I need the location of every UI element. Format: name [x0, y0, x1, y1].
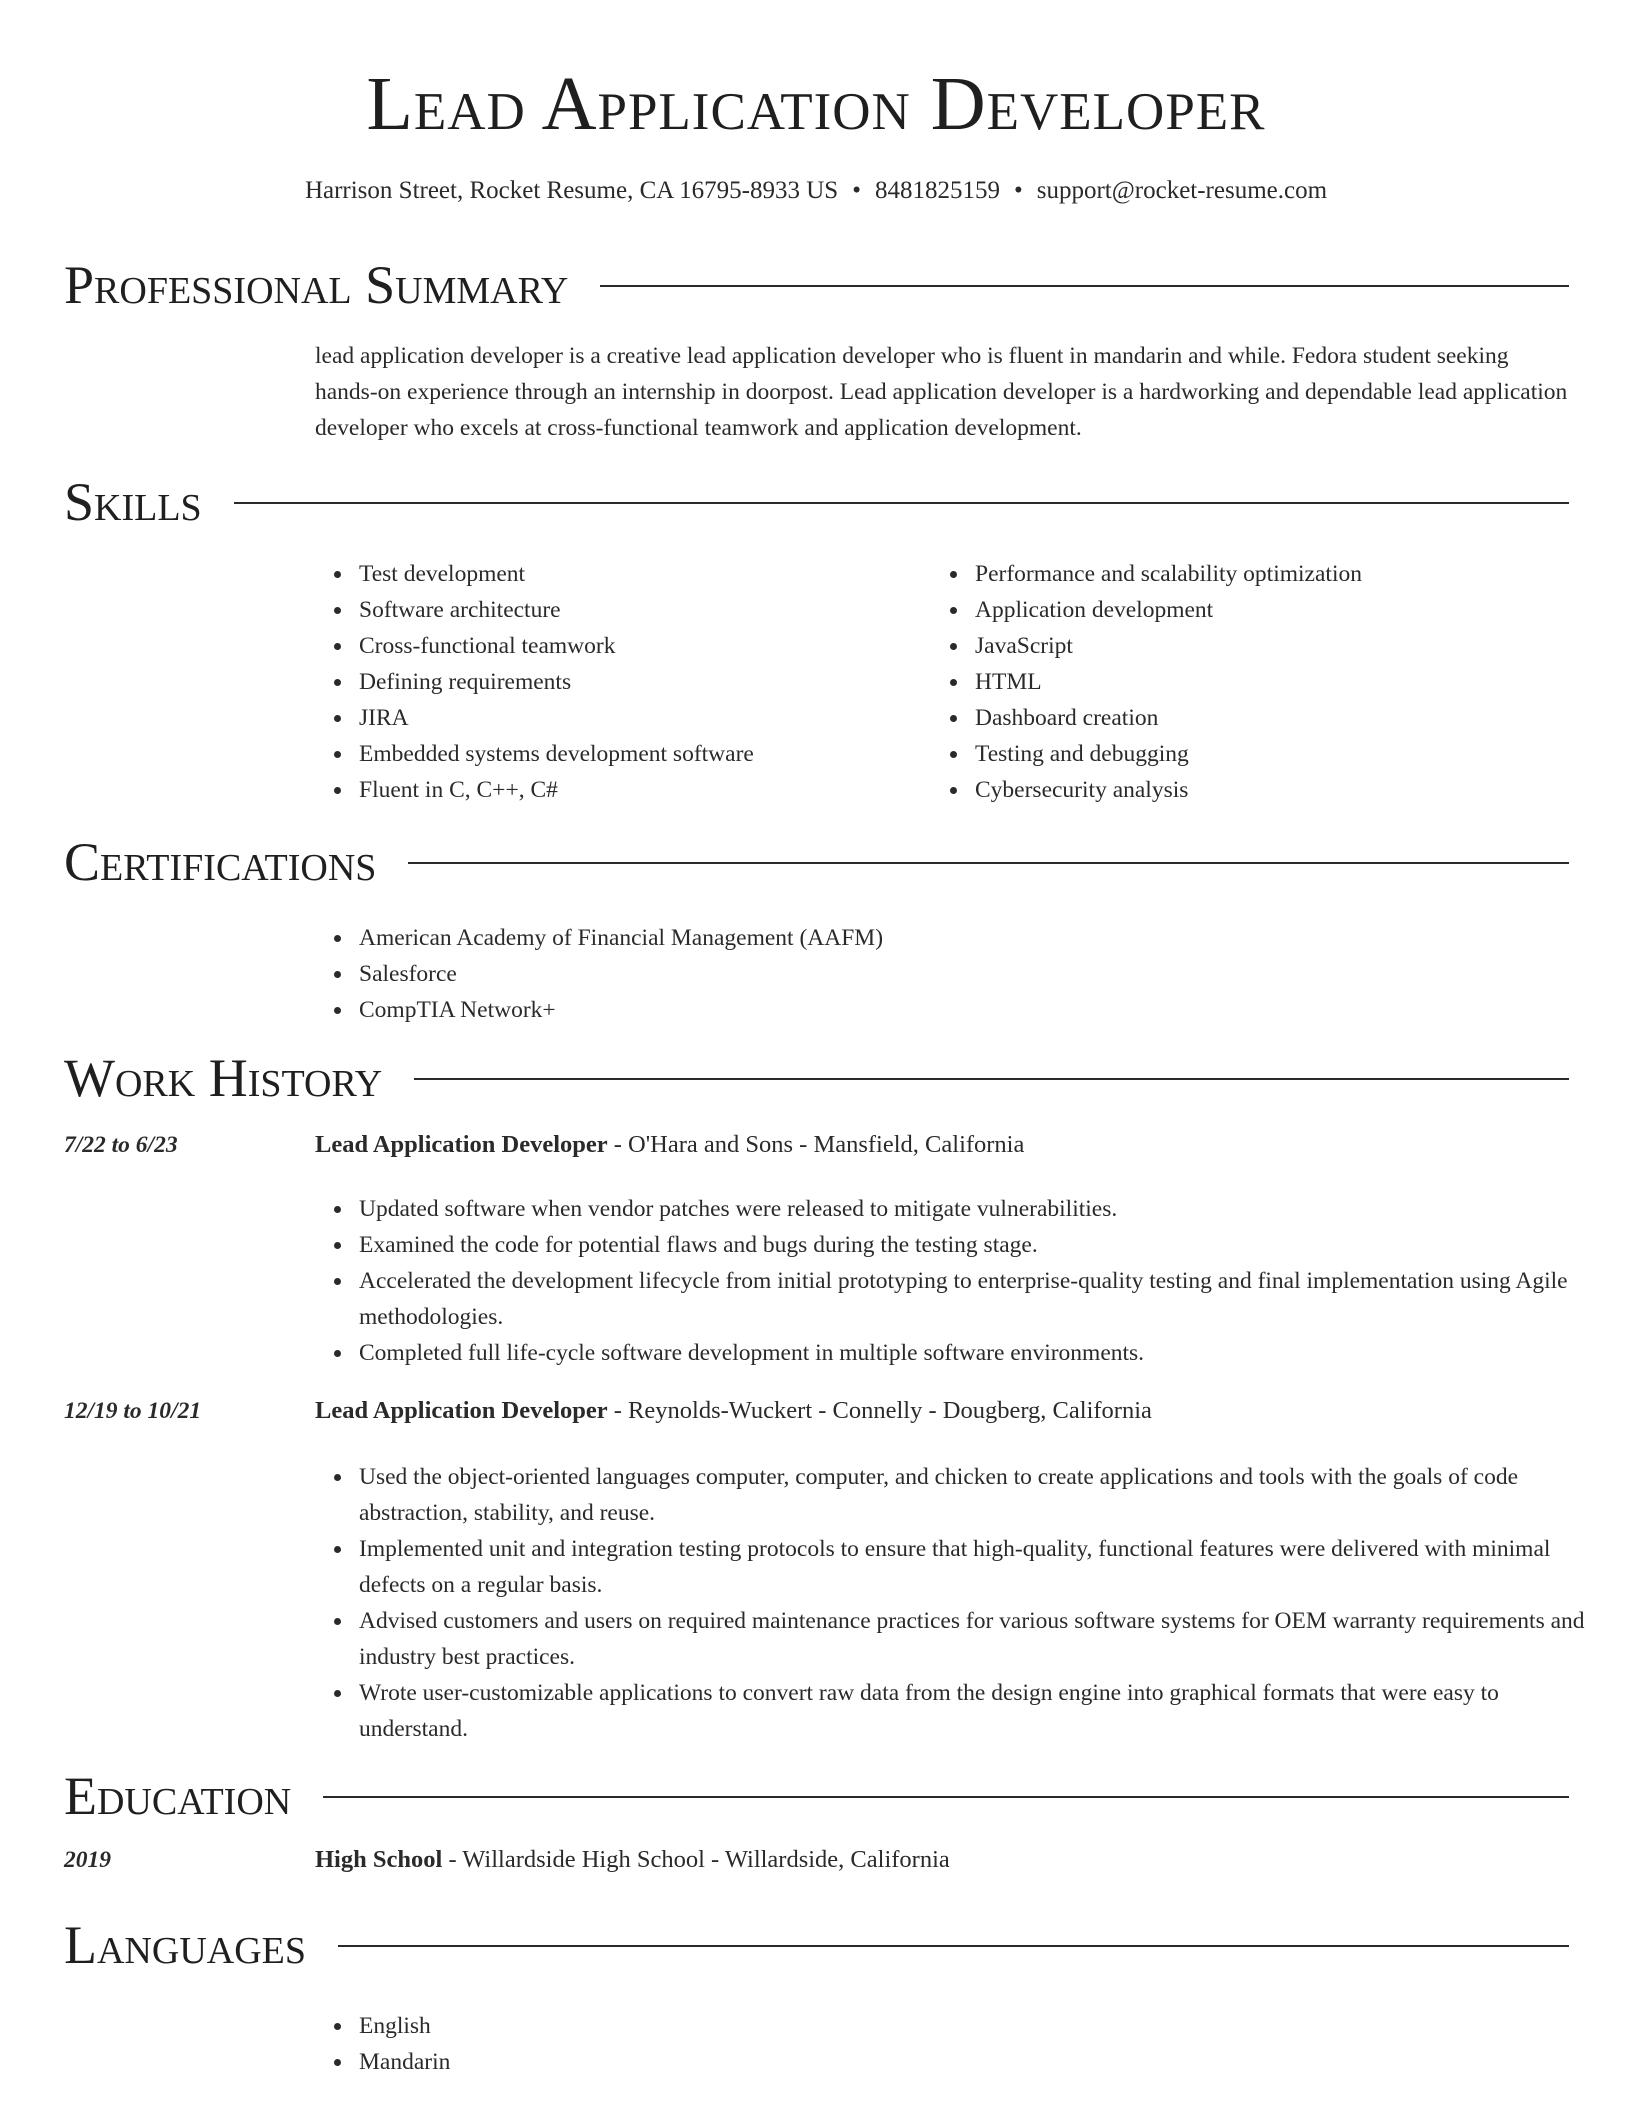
list-item: JavaScript: [975, 628, 1595, 664]
list-item: Cross-functional teamwork: [359, 628, 939, 664]
list-item: JIRA: [359, 700, 939, 736]
list-item: Completed full life-cycle software development in multiple software environments.: [359, 1335, 1599, 1371]
job-details: - Reynolds-Wuckert - Connelly - Dougberg, California: [607, 1397, 1152, 1424]
list-item: Testing and debugging: [975, 736, 1595, 772]
list-item: Fluent in C, C++, C#: [359, 772, 939, 808]
resume-name-title: Lead Application Developer: [366, 62, 1266, 146]
section-heading-certifications: [64, 830, 1569, 894]
education-details: - Willardside High School - Willardside, California: [442, 1846, 950, 1873]
section-title: Work History: [64, 1048, 383, 1108]
job-heading: [315, 1393, 1152, 1429]
list-item: Application development: [975, 592, 1595, 628]
section-heading-education: [64, 1764, 1569, 1828]
section-divider: [234, 502, 1569, 504]
list-item: Embedded systems development software: [359, 736, 939, 772]
list-item: Dashboard creation: [975, 700, 1595, 736]
list-item: American Academy of Financial Management (AAFM): [359, 920, 1599, 956]
list-item: Test development: [359, 556, 939, 592]
section-title: Certifications: [64, 832, 377, 892]
section-title: Languages: [64, 1915, 306, 1975]
job-heading: [315, 1127, 1024, 1163]
section-title: Professional Summary: [64, 255, 569, 315]
list-item: Mandarin: [359, 2044, 959, 2080]
list-item: Examined the code for potential flaws and bugs during the testing stage.: [359, 1227, 1599, 1263]
section-heading-languages: [64, 1913, 1569, 1977]
section-divider: [338, 1945, 1569, 1947]
contact-separator: •: [1013, 177, 1023, 204]
list-item: Used the object-oriented languages computer, computer, and chicken to create applications and tools with the goals of code abstraction, stability, and reuse.: [359, 1459, 1599, 1531]
section-divider: [408, 862, 1569, 864]
list-item: Updated software when vendor patches were released to mitigate vulnerabilities.: [359, 1191, 1599, 1227]
skills-list-left: [315, 556, 939, 808]
list-item: Wrote user-customizable applications to convert raw data from the design engine into graphical formats that were easy to understand.: [359, 1675, 1599, 1747]
section-title: Education: [64, 1766, 292, 1826]
languages-list: [315, 2008, 959, 2080]
section-heading-skills: [64, 470, 1569, 534]
list-item: Salesforce: [359, 956, 1599, 992]
job-bullets: [315, 1191, 1599, 1371]
education-year: 2019: [64, 1847, 111, 1873]
job-dates: 12/19 to 10/21: [64, 1398, 202, 1424]
list-item: Implemented unit and integration testing protocols to ensure that high-quality, functional features were delivered with minimal defects on a regular basis.: [359, 1531, 1599, 1603]
education-degree: High School: [315, 1846, 443, 1873]
section-heading-work-history: [64, 1046, 1569, 1110]
list-item: Defining requirements: [359, 664, 939, 700]
summary-text: lead application developer is a creative lead application developer who is fluent in mandarin and while. Fedora student seeking hands-on experience through an internship in doorpost. Lead application developer is a hardworking and dependable lead application developer who excels at cross-functional teamwork and application development.: [315, 343, 1568, 441]
list-item: Cybersecurity analysis: [975, 772, 1595, 808]
section-divider: [600, 285, 1569, 287]
contact-phone: 8481825159: [874, 177, 1000, 204]
job-dates: 7/22 to 6/23: [64, 1132, 178, 1158]
job-title: Lead Application Developer: [315, 1397, 608, 1424]
list-item: Advised customers and users on required maintenance practices for various software systems for OEM warranty requirements and industry best practices.: [359, 1603, 1599, 1675]
contact-line: [0, 173, 1632, 209]
list-item: Performance and scalability optimization: [975, 556, 1595, 592]
job-title: Lead Application Developer: [315, 1131, 608, 1158]
job-details: - O'Hara and Sons - Mansfield, California: [607, 1131, 1025, 1158]
skills-list-right: [931, 556, 1595, 808]
section-title: Skills: [64, 472, 202, 532]
list-item: Accelerated the development lifecycle from initial prototyping to enterprise-quality testing and final implementation using Agile methodologies.: [359, 1263, 1599, 1335]
education-heading: [315, 1842, 950, 1878]
section-divider: [323, 1796, 1569, 1798]
job-bullets: [315, 1459, 1599, 1747]
list-item: English: [359, 2008, 959, 2044]
list-item: HTML: [975, 664, 1595, 700]
contact-separator: •: [852, 177, 861, 204]
section-divider: [414, 1078, 1569, 1080]
section-heading-summary: [64, 253, 1569, 317]
list-item: CompTIA Network+: [359, 992, 1599, 1028]
list-item: Software architecture: [359, 592, 939, 628]
certifications-list: [315, 920, 1599, 1028]
contact-address: Harrison Street, Rocket Resume, CA 16795-8933 US: [304, 177, 839, 204]
contact-email: support@rocket-resume.com: [1036, 177, 1328, 204]
